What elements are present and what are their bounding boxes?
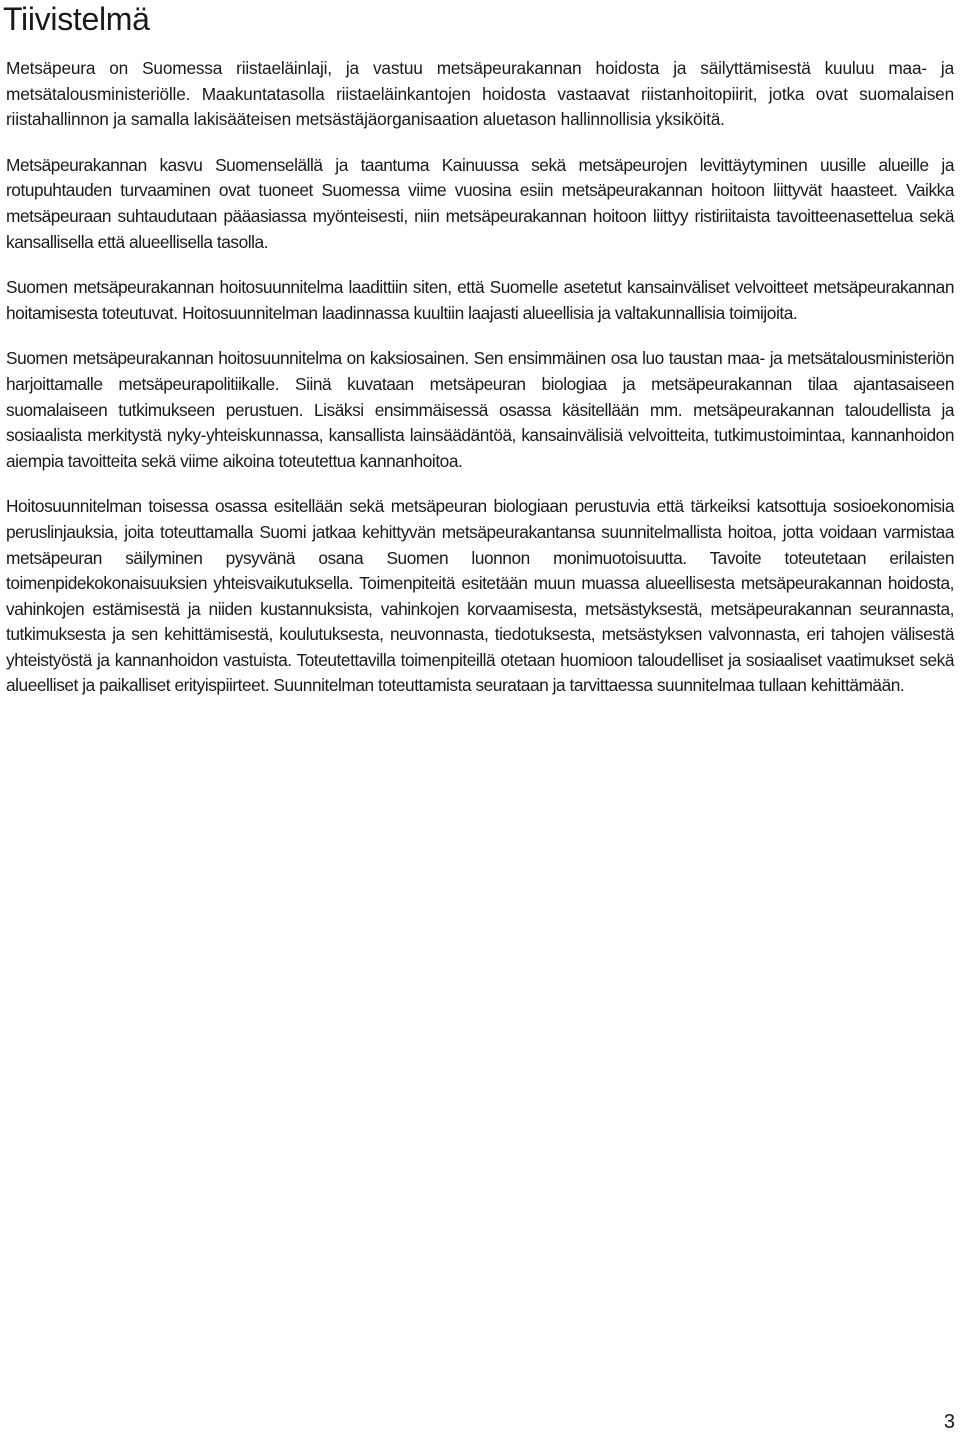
page-number: 3 (943, 1411, 955, 1433)
summary-body (6, 56, 954, 719)
paragraph-plan-preparation: Suomen metsäpeurakannan hoitosuunnitelma laadittiin siten, että Suomelle asetetut kansainväliset velvoitteet metsäpeurakannan hoitamisesta toteutuvat. Hoitosuunnitelman laadinnassa kuultiin laajasti alueellisia ja valtakunnallisia toimijoita. (6, 277, 954, 323)
paragraph-plan-part-one: Suomen metsäpeurakannan hoitosuunnitelma on kaksiosainen. Sen ensimmäinen osa luo taustan maa- ja metsätalousministeriön harjoittamalle metsäpeurapolitiikalle. Siinä kuvataan metsäpeuran biologiaa ja metsäpeurakannan tilaa ajantasaiseen suomalaiseen tutkimukseen perustuen. Lisäksi ensimmäisessä osassa käsitellään mm. metsäpeurakannan taloudellista ja sosiaalista merkitystä nyky-yhteiskunnassa, kansallista lainsäädäntöä, kansainvälisiä velvoitteita, tutkimustoimintaa, kannanhoidon aiempia tavoitteita sekä viime aikoina toteutettua kannanhoitoa. (6, 348, 954, 471)
page-title: Tiivistelmä (3, 1, 150, 37)
paragraph-plan-part-two: Hoitosuunnitelman toisessa osassa esitellään sekä metsäpeuran biologiaan perustuvia että tärkeiksi katsottuja sosioekonomisia peruslinjauksia, joita toteuttamalla Suomi jatkaa kehittyvän metsäpeurakantansa suunnitelmallista hoitoa, jotta voidaan varmistaa metsäpeuran säilyminen pysyvänä osana Suomen luonnon monimuotoisuutta. Tavoite toteutetaan erilaisten toimenpidekokonaisuuksien yhteisvaikutuksella. Toimenpiteitä esitetään muun muassa alueellisesta metsäpeurakannan hoidosta, vahinkojen estämisestä ja niiden kustannuksista, vahinkojen korvaamisesta, metsästyksestä, metsäpeurakannan seurannasta, tutkimuksesta ja sen kehittämisestä, koulutuksesta, neuvonnasta, tiedotuksesta, metsästyksen valvonnasta, eri tahojen välisestä yhteistyöstä ja kannanhoidon vastuista. Toteutettavilla toimenpiteillä otetaan huomioon taloudelliset ja sosiaaliset vaatimukset sekä alueelliset ja paikalliset erityispiirteet. Suunnitelman toteuttamista seurataan ja tarvittaessa suunnitelmaa tullaan kehittämään. (6, 496, 954, 696)
paragraph-intro: Metsäpeura on Suomessa riistaeläinlaji, ja vastuu metsäpeurakannan hoidosta ja säilyttämisestä kuuluu maa- ja metsätalousministeriölle. Maakuntatasolla riistaeläinkantojen hoidosta vastaavat riistanhoitopiirit, jotka ovat suomalaisen riistahallinnon ja samalla lakisääteisen metsästäjäorganisaation aluetason hallinnollisia yksiköitä. (6, 58, 954, 130)
paragraph-population-challenges: Metsäpeurakannan kasvu Suomenselällä ja taantuma Kainuussa sekä metsäpeurojen levittäytyminen uusille alueille ja rotupuhtauden turvaaminen ovat tuoneet Suomessa viime vuosina esiin metsäpeurakannan hoitoon liittyvät haasteet. Vaikka metsäpeuraan suhtaudutaan pääasiassa myönteisesti, niin metsäpeurakannan hoitoon liittyy ristiriitaista tavoitteenasettelua sekä kansallisella että alueellisella tasolla. (6, 154, 954, 252)
